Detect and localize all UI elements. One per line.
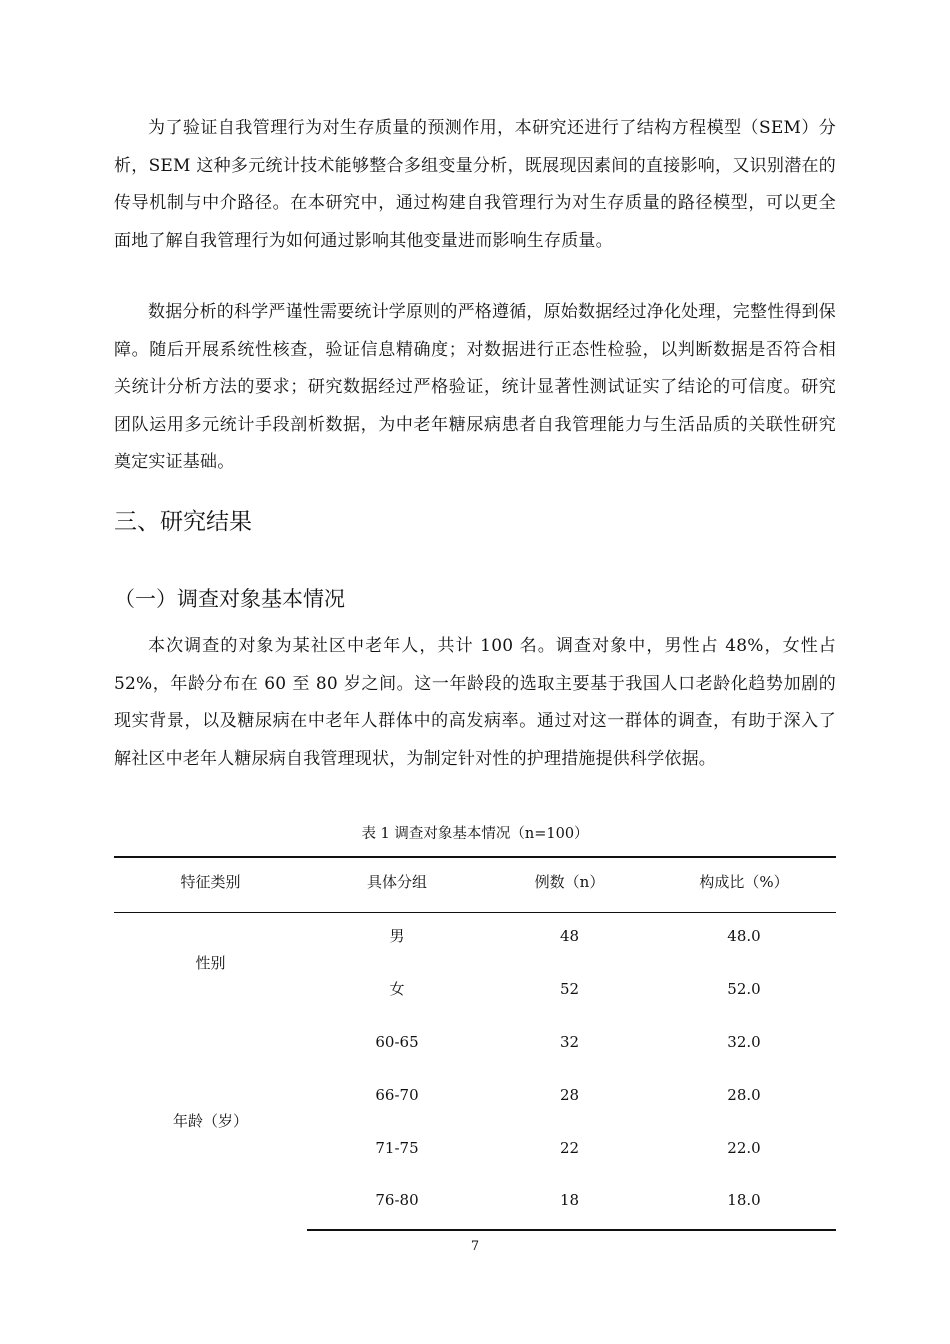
table-header-count: 例数（n） bbox=[534, 873, 605, 891]
table-category-gender: 性别 bbox=[195, 954, 226, 972]
table-cell-count: 48 bbox=[559, 927, 580, 945]
table-header-group: 具体分组 bbox=[366, 873, 427, 891]
table-cell-count: 52 bbox=[559, 980, 580, 998]
table-cell-percent: 28.0 bbox=[727, 1086, 761, 1104]
subsection-heading-subjects: （一）调查对象基本情况 bbox=[114, 587, 345, 611]
table-cell-count: 32 bbox=[559, 1033, 580, 1051]
table-top-rule bbox=[114, 856, 836, 858]
table-cell-count: 28 bbox=[559, 1086, 580, 1104]
table-caption: 表 1 调查对象基本情况（n=100） bbox=[361, 826, 589, 842]
table-cell-group: 男 bbox=[389, 927, 405, 945]
table-cell-percent: 52.0 bbox=[727, 980, 761, 998]
table-cell-count: 18 bbox=[559, 1191, 580, 1209]
table-cell-percent: 32.0 bbox=[727, 1033, 761, 1051]
paragraph-sem-analysis: 为了验证自我管理行为对生存质量的预测作用，本研究还进行了结构方程模型（SEM）分析，SEM 这种多元统计技术能够整合多组变量分析，既展现因素间的直接影响，又识别潜在的传导机制与中介路径。在本研究中，通过构建自我管理行为对生存质量的路径模型，可以更全面地了解自我管理行为如何通过影响其他变量进而影响生存质量。 bbox=[114, 118, 836, 251]
table-cell-group: 71-75 bbox=[375, 1139, 419, 1157]
table-cell-group: 66-70 bbox=[375, 1086, 419, 1104]
page-number: 7 bbox=[470, 1239, 480, 1254]
table-header-rule bbox=[114, 912, 836, 913]
table-cell-group: 76-80 bbox=[375, 1191, 419, 1209]
table-bottom-rule bbox=[307, 1229, 836, 1231]
subjects-table bbox=[114, 856, 836, 1231]
table-cell-group: 60-65 bbox=[375, 1033, 419, 1051]
table-cell-percent: 22.0 bbox=[727, 1139, 761, 1157]
table-category-age: 年龄（岁） bbox=[172, 1112, 248, 1130]
table-header-category: 特征类别 bbox=[180, 873, 241, 891]
section-heading-results: 三、研究结果 bbox=[114, 509, 252, 535]
table-cell-group: 女 bbox=[389, 980, 405, 998]
table-cell-count: 22 bbox=[559, 1139, 580, 1157]
paragraph-subjects: 本次调查的对象为某社区中老年人，共计 100 名。调查对象中，男性占 48%，女性占 52%，年龄分布在 60 至 80 岁之间。这一年龄段的选取主要基于我国人口老龄化趋势加剧的现实背景，以及糖尿病在中老年人群体中的高发病率。通过对这一群体的调查，有助于深入了解社区中老年人糖尿病自我管理现状，为制定针对性的护理措施提供科学依据。 bbox=[114, 636, 836, 769]
paragraph-data-analysis: 数据分析的科学严谨性需要统计学原则的严格遵循，原始数据经过净化处理，完整性得到保障。随后开展系统性核查，验证信息精确度；对数据进行正态性检验，以判断数据是否符合相关统计分析方法的要求；研究数据经过严格验证，统计显著性测试证实了结论的可信度。研究团队运用多元统计手段剖析数据，为中老年糖尿病患者自我管理能力与生活品质的关联性研究奠定实证基础。 bbox=[114, 302, 836, 472]
table-cell-percent: 48.0 bbox=[727, 927, 761, 945]
table-cell-percent: 18.0 bbox=[727, 1191, 761, 1209]
table-header-percent: 构成比（%） bbox=[699, 873, 789, 891]
